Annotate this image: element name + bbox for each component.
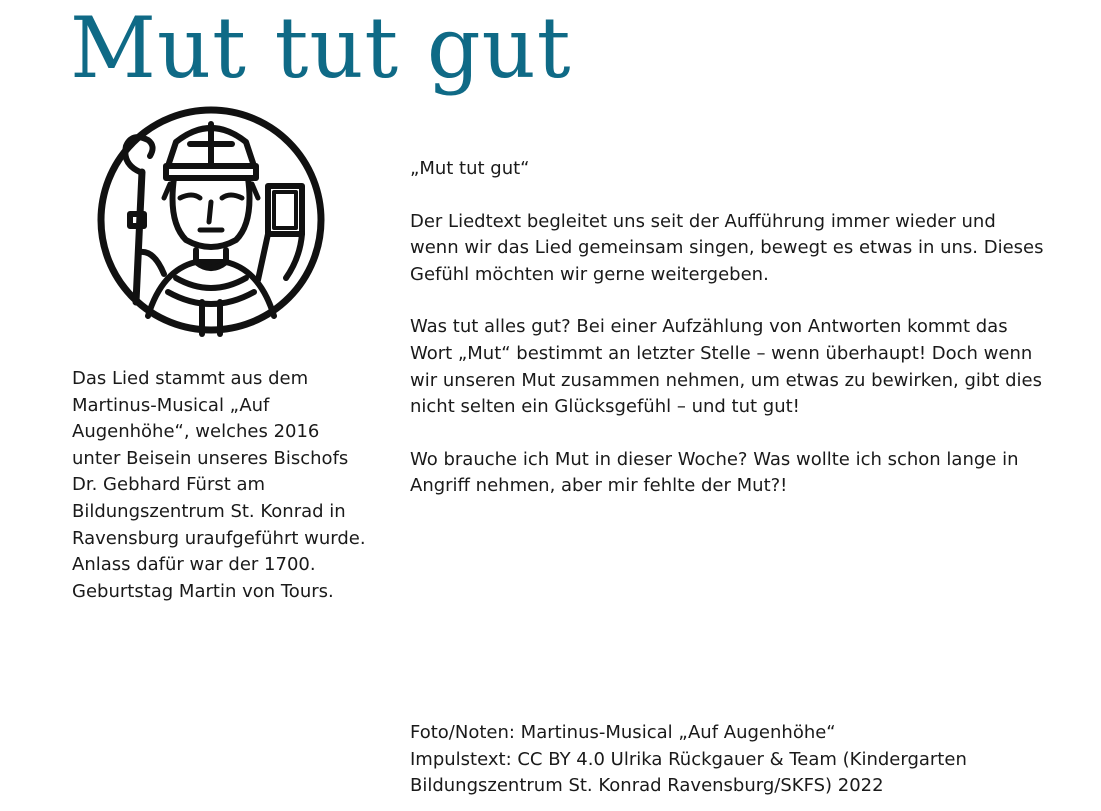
impulse-credit: Impulstext: CC BY 4.0 Ulrika Rückgauer & Team (Kindergarten Bildungszentrum St. Konrad Ravensburg/SKFS) 2022	[410, 748, 967, 797]
paragraph: Wo brauche ich Mut in dieser Woche? Was wollte ich schon lange in Angriff nehmen, aber mir fehlte der Mut?!	[410, 448, 1019, 497]
main-content	[410, 156, 1050, 526]
bishop-saint-emblem-icon	[96, 102, 326, 338]
photo-credit: Foto/Noten: Martinus-Musical „Auf Augenhöhe“	[410, 722, 836, 743]
paragraph: Der Liedtext begleitet uns seit der Aufführung immer wieder und wenn wir das Lied gemeinsam singen, bewegt es etwas in uns. Dieses Gefühl möchten wir gerne weitergeben.	[410, 210, 1044, 285]
intro-text: Das Lied stammt aus dem Martinus-Musical „Auf Augenhöhe“, welches 2016 unter Beisein unseres Bischofs Dr. Gebhard Fürst am Bildungszentrum St. Konrad in Ravensburg uraufgeführt wurde. Anlass dafür war der 1700. Geburtstag Martin von Tours.	[72, 368, 366, 602]
credits	[410, 720, 1050, 800]
paragraph: Was tut alles gut? Bei einer Aufzählung von Antworten kommt das Wort „Mut“ bestimmt an letzter Stelle – wenn überhaupt! Doch wenn wir unseren Mut zusammen nehmen, um etwas zu bewirken, gibt dies nicht selten ein Glücksgefühl – und tut gut!	[410, 316, 1042, 418]
song-title-quote: „Mut tut gut“	[410, 158, 530, 179]
page-title: Mut tut gut	[70, 0, 572, 97]
